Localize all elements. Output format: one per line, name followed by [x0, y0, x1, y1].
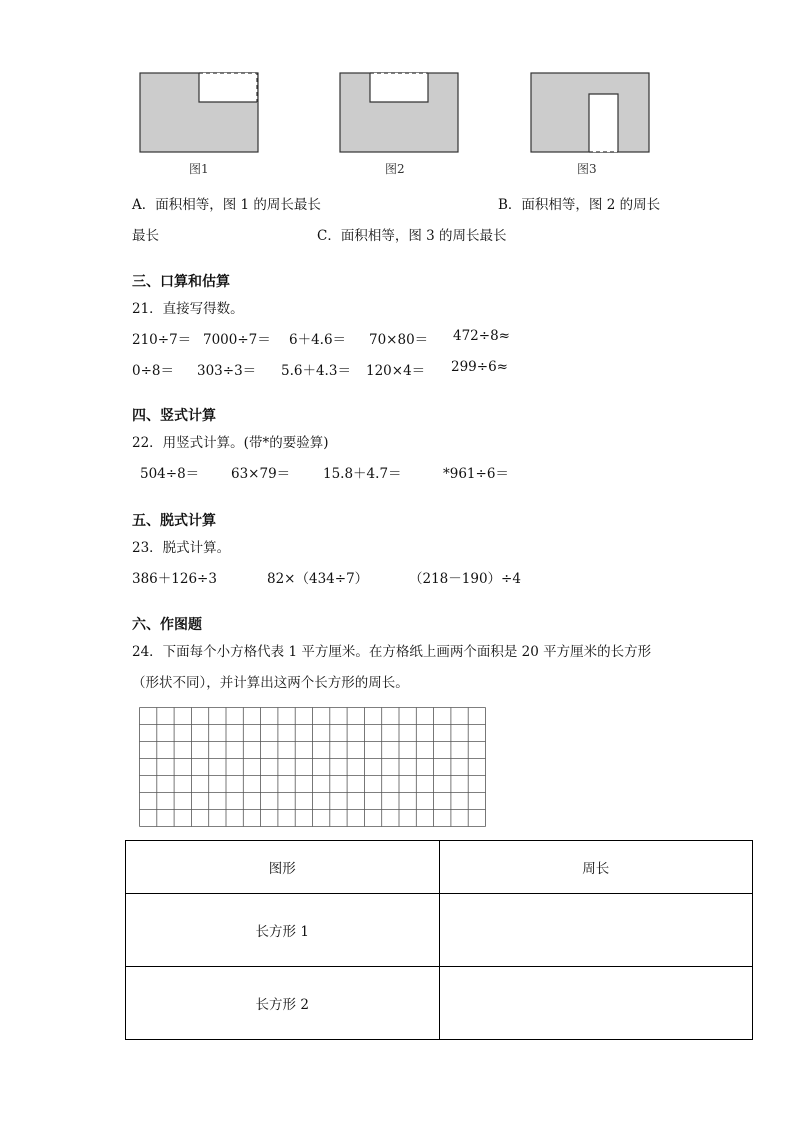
option-c: C．面积相等，图 3 的周长最长	[317, 228, 507, 244]
q22-item: *961÷6＝	[443, 466, 509, 482]
q22-item: 63×79＝	[231, 466, 291, 482]
perimeter-table	[125, 840, 753, 1040]
q22-item: 504÷8＝	[140, 466, 200, 482]
q21-row2-item: 0÷8＝	[132, 363, 174, 379]
q23-item: （218－190）÷4	[409, 571, 521, 587]
table-header-perimeter: 周长	[439, 841, 753, 894]
section-6-heading: 六、作图题	[132, 617, 202, 633]
q23-title: 23．脱式计算。	[132, 540, 231, 556]
q23-item: 386＋126÷3	[132, 571, 217, 587]
figure-1-caption: 图1	[189, 162, 209, 176]
q21-row1-item: 7000÷7＝	[203, 332, 271, 348]
q22-item: 15.8＋4.7＝	[323, 466, 402, 482]
q21-title: 21．直接写得数。	[132, 301, 244, 317]
q21-row2-item: 120×4＝	[366, 363, 426, 379]
table-cell-shape: 长方形 1	[126, 894, 440, 967]
section-5-heading: 五、脱式计算	[132, 513, 216, 529]
section-3-heading: 三、口算和估算	[132, 274, 230, 290]
section-4-heading: 四、竖式计算	[132, 408, 216, 424]
table-cell-perimeter-input[interactable]	[439, 894, 753, 967]
table-row	[126, 967, 753, 1040]
q24-line2: （形状不同），并计算出这两个长方形的周长。	[132, 675, 409, 691]
option-b: B．面积相等，图 2 的周长	[498, 197, 661, 213]
q21-row1-item: 6＋4.6＝	[289, 332, 347, 348]
table-cell-perimeter-input[interactable]	[439, 967, 753, 1040]
option-a: A．面积相等，图 1 的周长最长	[132, 197, 321, 213]
q21-row1-item: 210÷7＝	[132, 332, 192, 348]
q21-row1-item: 70×80＝	[369, 332, 429, 348]
figure-2-caption: 图2	[385, 162, 405, 176]
table-row	[126, 894, 753, 967]
q23-item: 82×（434÷7）	[267, 571, 369, 587]
q21-row1-item: 472÷8≈	[453, 328, 510, 344]
grid-paper[interactable]	[138, 706, 487, 828]
option-b-continued: 最长	[132, 228, 159, 244]
q24-line1: 24．下面每个小方格代表 1 平方厘米。在方格纸上画两个面积是 20 平方厘米的长方形	[132, 644, 652, 660]
table-header-shape: 图形	[126, 841, 440, 894]
table-cell-shape: 长方形 2	[126, 967, 440, 1040]
q21-row2-item: 5.6＋4.3＝	[281, 363, 351, 379]
q21-row2-item: 299÷6≈	[451, 359, 508, 375]
figure-3	[530, 72, 650, 154]
q21-row2-item: 303÷3＝	[197, 363, 257, 379]
figure-2	[339, 72, 459, 154]
q22-title: 22．用竖式计算。(带*的要验算)	[132, 435, 329, 451]
figure-3-caption: 图3	[577, 162, 597, 176]
figure-1	[139, 72, 259, 154]
